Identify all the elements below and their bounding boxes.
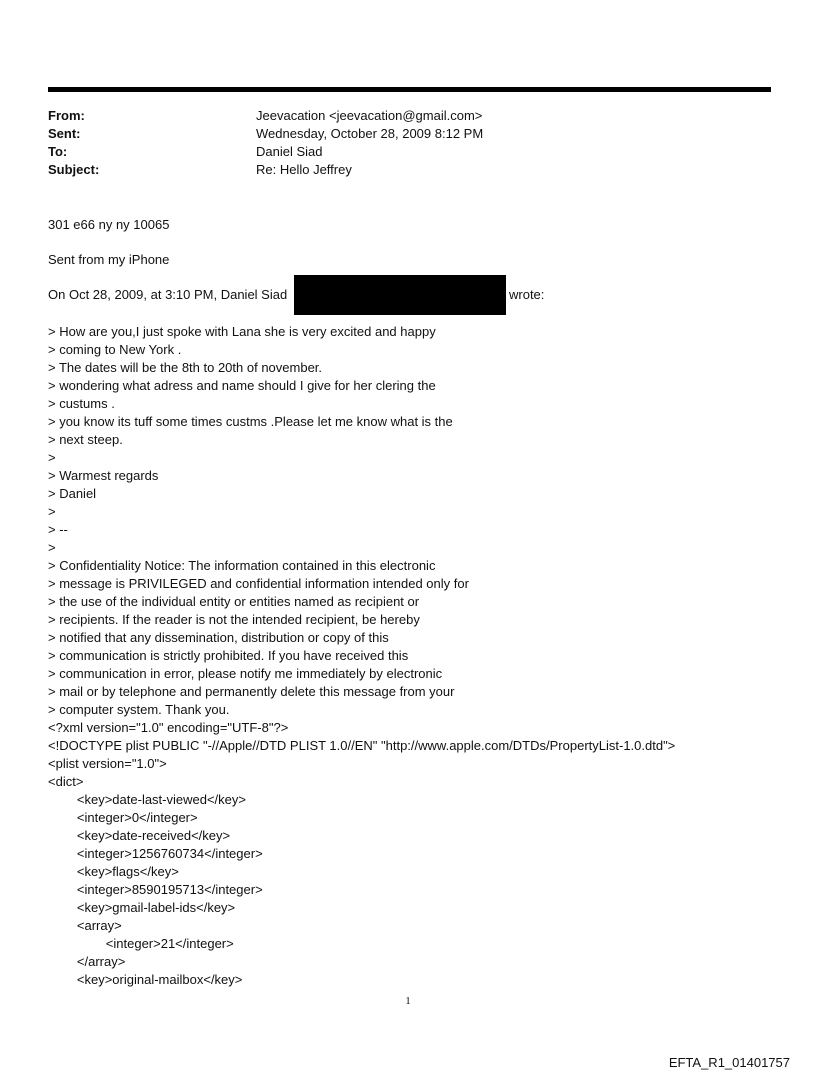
body-line: > How are you,I just spoke with Lana she is very excited and happy <box>48 324 436 339</box>
page-number: 1 <box>405 995 411 1007</box>
body-line: > the use of the individual entity or entities named as recipient or <box>48 594 420 609</box>
body-line: > <box>48 504 56 519</box>
body-line: > communication is strictly prohibited. If you have received this <box>48 648 409 663</box>
body-line: > message is PRIVILEGED and confidential information intended only for <box>48 576 469 591</box>
body-line: <?xml version="1.0" encoding="UTF-8"?> <box>48 720 289 735</box>
body-line: <integer>0</integer> <box>48 810 198 825</box>
header-to-label: To: <box>48 144 68 159</box>
reply-intro-prefix: On Oct 28, 2009, at 3:10 PM, Daniel Siad <box>48 287 288 302</box>
body-line: > wondering what adress and name should I give for her clering the <box>48 378 436 393</box>
header-from-value: Jeevacation <jeevacation@gmail.com> <box>256 108 483 123</box>
body-line: > Confidentiality Notice: The information contained in this electronic <box>48 558 436 573</box>
body-line: > <box>48 450 56 465</box>
body-line: <key>gmail-label-ids</key> <box>48 900 236 915</box>
body-line: <!DOCTYPE plist PUBLIC "-//Apple//DTD PLIST 1.0//EN" "http://www.apple.com/DTDs/PropertyList-1.0.dtd"> <box>48 738 676 753</box>
body-line: > next steep. <box>48 432 123 447</box>
body-line: <key>date-last-viewed</key> <box>48 792 246 807</box>
body-line: <integer>1256760734</integer> <box>48 846 263 861</box>
body-line: > The dates will be the 8th to 20th of november. <box>48 360 323 375</box>
body-line: > Daniel <box>48 486 97 501</box>
redaction-block <box>294 275 506 315</box>
body-line: > mail or by telephone and permanently delete this message from your <box>48 684 455 699</box>
header-to-value: Daniel Siad <box>256 144 323 159</box>
body-line: <integer>21</integer> <box>48 936 234 951</box>
header-subject-label: Subject: <box>48 162 100 177</box>
body-line: <integer>8590195713</integer> <box>48 882 263 897</box>
body-line: > you know its tuff some times custms .Please let me know what is the <box>48 414 453 429</box>
body-line: <key>date-received</key> <box>48 828 231 843</box>
quoted-body <box>48 323 788 989</box>
body-line: > -- <box>48 522 68 537</box>
body-line: <key>original-mailbox</key> <box>48 972 243 987</box>
header-divider <box>48 87 771 92</box>
body-line: > recipients. If the reader is not the intended recipient, be hereby <box>48 612 420 627</box>
body-line: > custums . <box>48 396 115 411</box>
body-line: > Warmest regards <box>48 468 159 483</box>
body-line: <array> <box>48 918 122 933</box>
address-line: 301 e66 ny ny 10065 <box>48 217 170 232</box>
body-line: > notified that any dissemination, distribution or copy of this <box>48 630 389 645</box>
body-line: > communication in error, please notify me immediately by electronic <box>48 666 443 681</box>
header-sent-label: Sent: <box>48 126 81 141</box>
reply-intro-suffix: wrote: <box>509 287 545 302</box>
header-sent-value: Wednesday, October 28, 2009 8:12 PM <box>256 126 484 141</box>
body-line: <dict> <box>48 774 84 789</box>
signature-line: Sent from my iPhone <box>48 252 170 267</box>
body-line: <plist version="1.0"> <box>48 756 167 771</box>
body-line: </array> <box>48 954 126 969</box>
header-subject-value: Re: Hello Jeffrey <box>256 162 352 177</box>
document-id: EFTA_R1_01401757 <box>668 1055 790 1070</box>
reply-intro <box>48 278 608 314</box>
body-line: > computer system. Thank you. <box>48 702 230 717</box>
header-from-label: From: <box>48 108 85 123</box>
body-line: > coming to New York . <box>48 342 182 357</box>
body-line: > <box>48 540 56 555</box>
body-line: <key>flags</key> <box>48 864 179 879</box>
